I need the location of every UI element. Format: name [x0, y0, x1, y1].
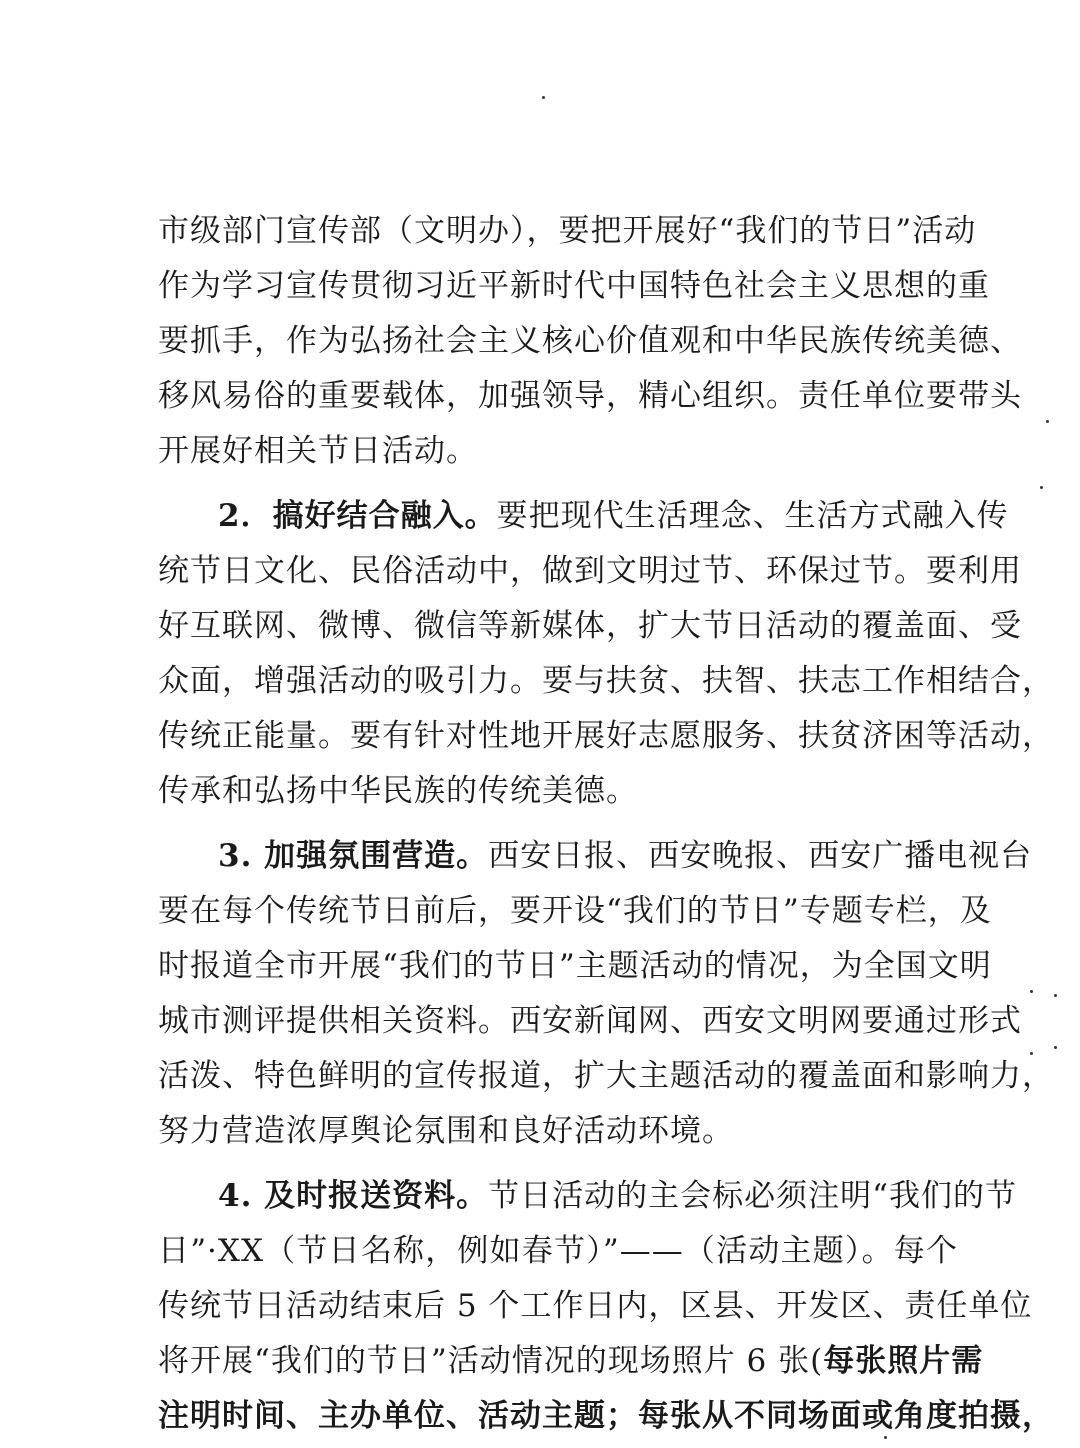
- text-line: 作为学习宣传贯彻习近平新时代中国特色社会主义思想的重: [158, 268, 990, 304]
- text-line: 市级部门宣传部（文明办），要把开展好“我们的节日”活动: [158, 213, 977, 249]
- text-line: 移风易俗的重要载体，加强领导，精心组织。责任单位要带头: [158, 378, 1022, 414]
- document-body: [158, 204, 1054, 1444]
- section-heading: 2．搞好结合融入。: [218, 498, 497, 534]
- text-line: 城市测评提供相关资料。西安新闻网、西安文明网要通过形式: [158, 1003, 1022, 1039]
- text-line: 众面，增强活动的吸引力。要与扶贫、扶智、扶志工作相结合，: [158, 663, 1054, 699]
- text-line: [158, 1334, 984, 1389]
- section-heading: 4. 及时报送资料。: [218, 1178, 489, 1214]
- text-line: 日”·XX（节日名称，例如春节）”——（活动主题）。每个: [158, 1233, 958, 1269]
- text-line: 传统正能量。要有针对性地开展好志愿服务、扶贫济困等活动，: [158, 718, 1054, 754]
- section-heading: 3. 加强氛围营造。: [218, 838, 489, 874]
- scan-speck: [884, 1436, 887, 1439]
- text-run: 要把现代生活理念、生活方式融入传: [496, 498, 1009, 534]
- text-line: 努力营造浓厚舆论氛围和良好活动环境。: [158, 1113, 734, 1149]
- scan-speck: [542, 96, 545, 99]
- scan-speck: [1046, 420, 1049, 423]
- bold-text-run: 每张照片需: [823, 1343, 984, 1379]
- text-line: 传承和弘扬中华民族的传统美德。: [158, 773, 638, 809]
- scan-speck: [1040, 486, 1043, 489]
- text-run: 节日活动的主会标必须注明“我们的节: [488, 1178, 1018, 1214]
- text-line: 要在每个传统节日前后，要开设“我们的节日”专题专栏，及: [158, 893, 992, 929]
- text-line: 活泼、特色鲜明的宣传报道，扩大主题活动的覆盖面和影响力，: [158, 1058, 1054, 1094]
- text-run: 将开展“我们的节日”活动情况的现场照片 6 张(: [158, 1343, 824, 1379]
- text-line: [158, 489, 1009, 544]
- text-line: 开展好相关节日活动。: [158, 433, 478, 469]
- text-line: 注明时间、主办单位、活动主题；每张从不同场面或角度拍摄，: [158, 1398, 1054, 1434]
- text-line: 传统节日活动结束后 5 个工作日内，区县、开发区、责任单位: [158, 1288, 1033, 1324]
- scan-speck: [1054, 994, 1057, 997]
- scan-speck: [1054, 1046, 1057, 1049]
- text-line: 统节日文化、民俗活动中，做到文明过节、环保过节。要利用: [158, 553, 1022, 589]
- scan-speck: [1030, 990, 1033, 993]
- text-line: 要抓手，作为弘扬社会主义核心价值观和中华民族传统美德、: [158, 323, 1022, 359]
- text-line: 时报道全市开展“我们的节日”主题活动的情况，为全国文明: [158, 948, 992, 984]
- text-line: [158, 829, 1033, 884]
- text-line: 好互联网、微博、微信等新媒体，扩大节日活动的覆盖面、受: [158, 608, 1022, 644]
- paragraph-3: [158, 829, 1054, 1159]
- text-line: [158, 1169, 1018, 1224]
- text-run: 西安日报、西安晚报、西安广播电视台: [488, 838, 1033, 874]
- paragraph-1: [158, 204, 1022, 479]
- paragraph-4: [158, 1169, 1054, 1444]
- scan-speck: [1030, 1052, 1033, 1055]
- paragraph-2: [158, 489, 1054, 819]
